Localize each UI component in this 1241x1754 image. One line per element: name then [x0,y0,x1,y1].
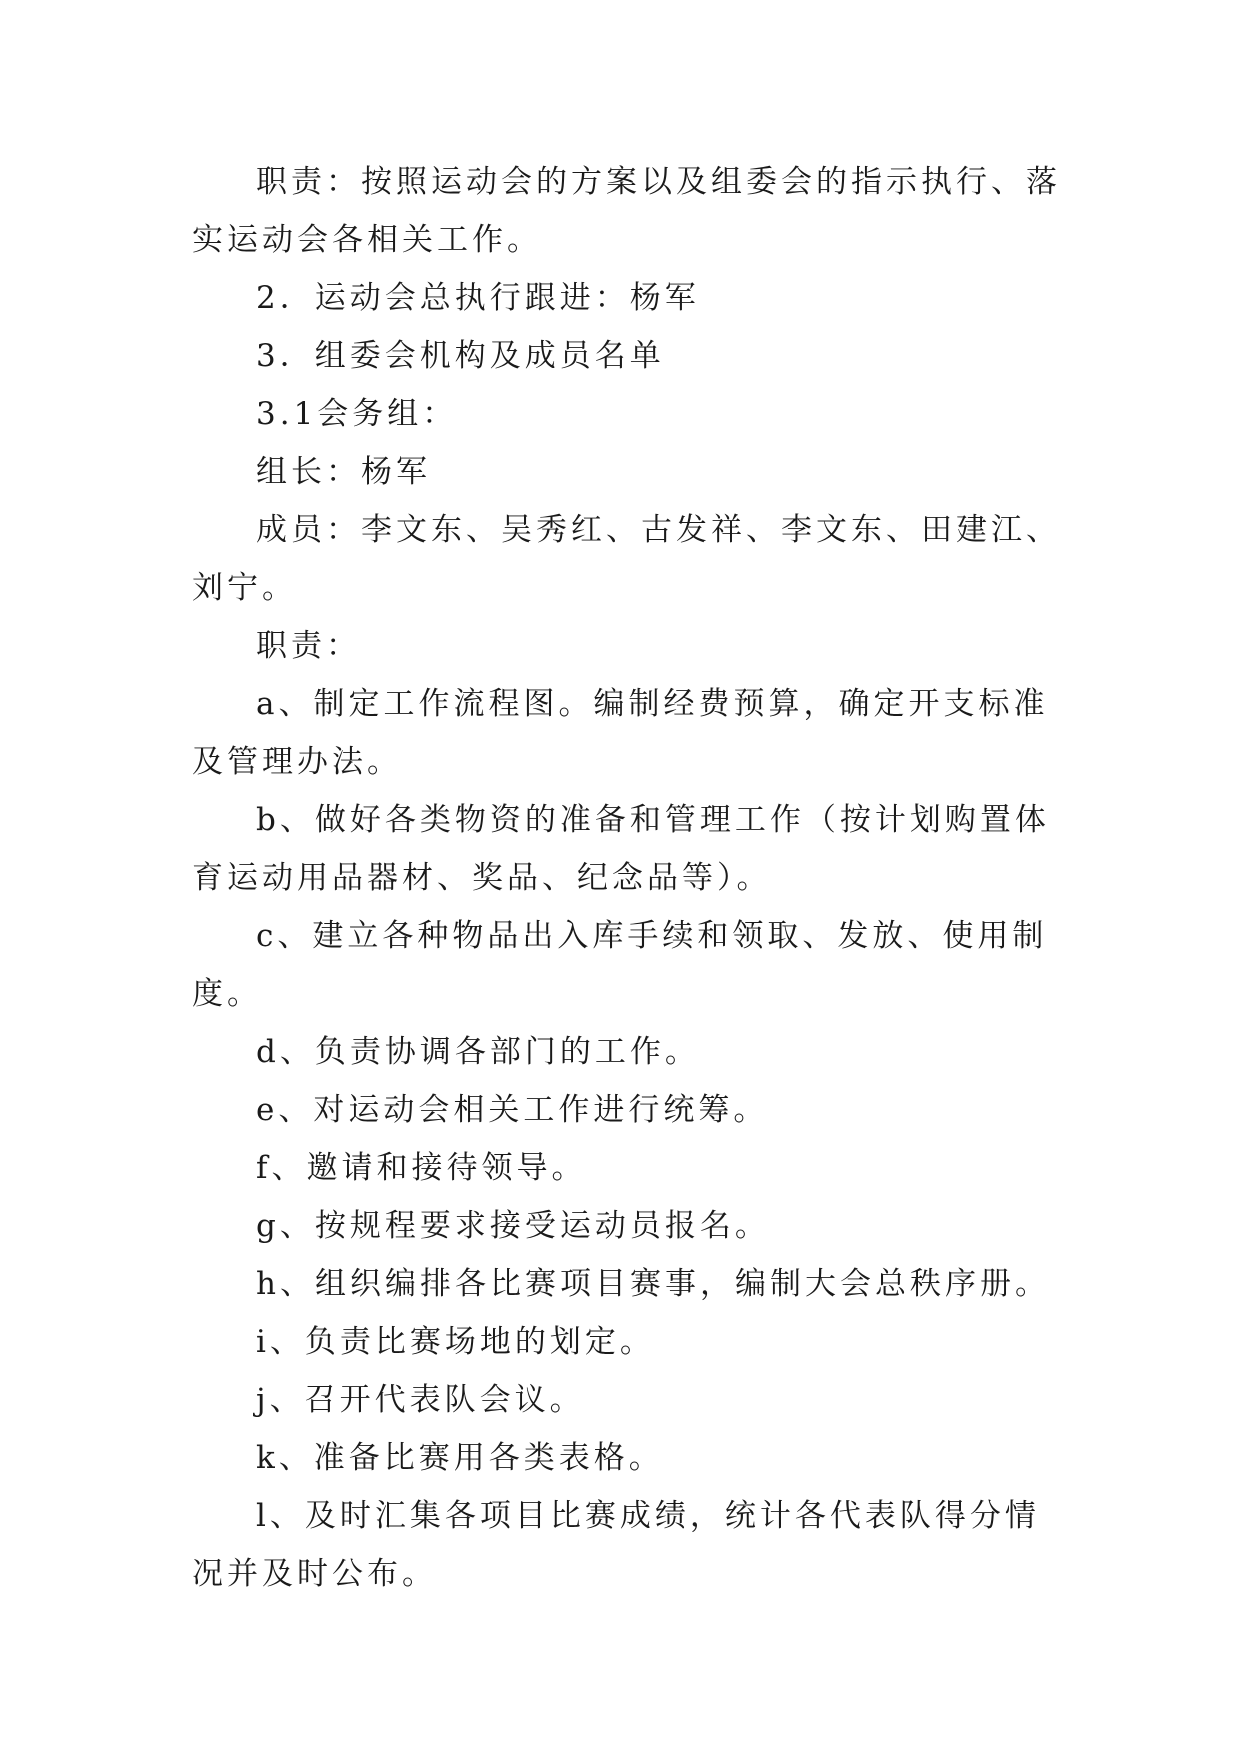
paragraph-committee-heading: 3．组委会机构及成员名单 [256,338,665,374]
paragraph-group-leader: 组长：杨军 [256,454,431,490]
paragraph-item-a: a、制定工作流程图。编制经费预算，确定开支标准及管理办法。 [192,686,1049,780]
paragraph-item-f: f、邀请和接待领导。 [256,1150,587,1186]
paragraph-item-d: d、负责协调各部门的工作。 [256,1034,700,1070]
paragraph-item-l: l、及时汇集各项目比赛成绩，统计各代表队得分情况并及时公布。 [192,1498,1040,1592]
document-body [192,153,1062,1603]
paragraph-section-3-1: 3.1会务组： [256,396,458,432]
paragraph-item-i: i、负责比赛场地的划定。 [256,1324,655,1360]
paragraph-item-k: k、准备比赛用各类表格。 [256,1440,664,1476]
paragraph-members: 成员：李文东、吴秀红、古发祥、李文东、田建江、刘宁。 [192,512,1061,606]
paragraph-item-c: c、建立各种物品出入库手续和领取、发放、使用制度。 [192,918,1048,1012]
paragraph-executive-followup: 2．运动会总执行跟进：杨军 [256,280,700,316]
paragraph-duties-intro: 职责：按照运动会的方案以及组委会的指示执行、落实运动会各相关工作。 [192,164,1061,258]
paragraph-duties-label: 职责： [256,628,361,664]
paragraph-item-e: e、对运动会相关工作进行统筹。 [256,1092,769,1128]
paragraph-item-g: g、按规程要求接受运动员报名。 [256,1208,770,1244]
paragraph-item-j: j、召开代表队会议。 [256,1382,585,1418]
paragraph-item-h: h、组织编排各比赛项目赛事，编制大会总秩序册。 [256,1266,1050,1302]
paragraph-item-b: b、做好各类物资的准备和管理工作（按计划购置体育运动用品器材、奖品、纪念品等）。 [192,802,1050,896]
